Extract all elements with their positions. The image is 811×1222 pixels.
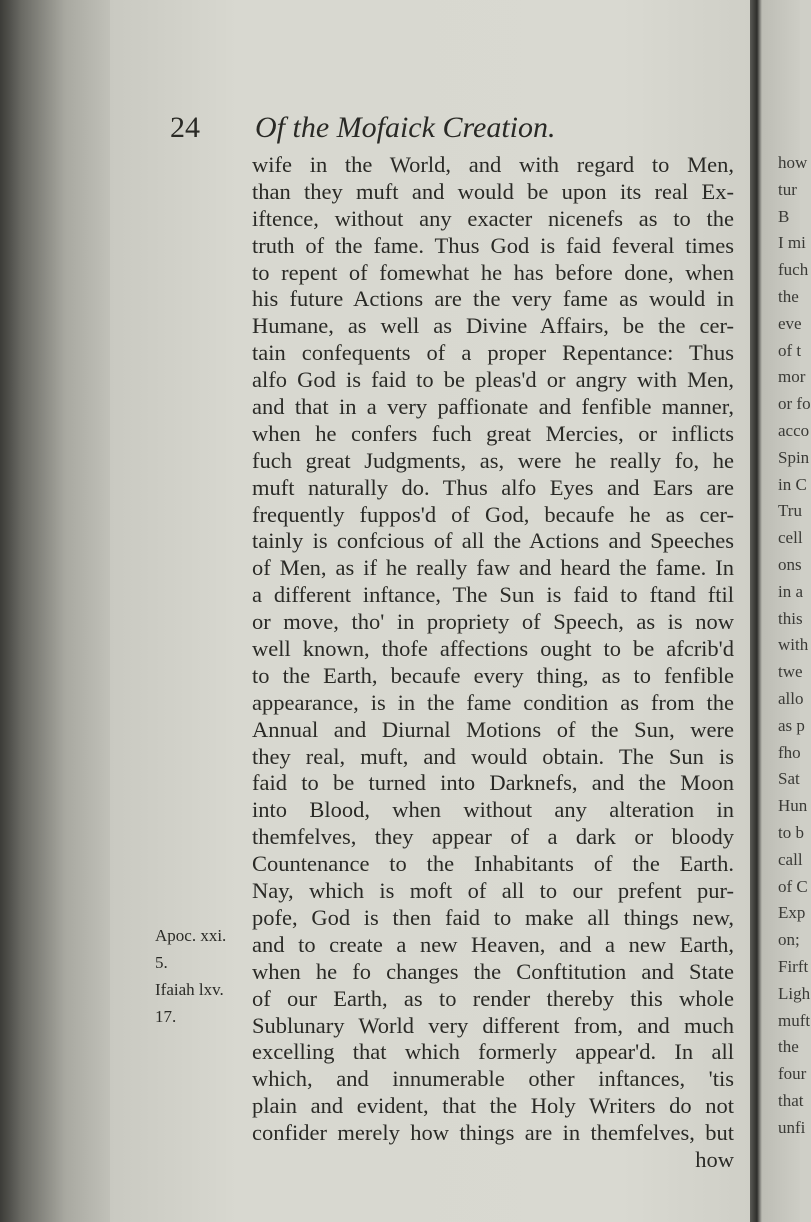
bleed-fragment: with: [778, 635, 809, 655]
bleed-fragment: that: [778, 1090, 804, 1110]
bleed-fragment: the: [778, 1037, 799, 1057]
text-line: confider merely how things are in themfelves, but: [252, 1120, 734, 1146]
margin-note: Apoc. xxi.: [155, 926, 227, 945]
text-line: excelling that which formerly appear'd. In all: [252, 1039, 734, 1065]
text-line: to the Earth, becaufe every thing, as to fenfible: [252, 662, 734, 688]
page-number: 24: [170, 111, 200, 144]
text-line: how: [695, 1146, 734, 1172]
text-line: faid to be turned into Darknefs, and the Moon: [252, 770, 734, 796]
bleed-fragment: Sat: [778, 769, 800, 789]
text-line: appearance, is in the fame condition as from the: [252, 689, 734, 715]
text-line: plain and evident, that the Holy Writers do not: [252, 1093, 734, 1119]
text-line: wife in the World, and with regard to Men,: [252, 152, 734, 177]
bleed-fragment: I mi: [778, 233, 806, 253]
text-line: or move, tho' in propriety of Speech, as is now: [252, 609, 734, 635]
bleed-fragment: Exp: [778, 903, 806, 923]
running-head: Of the Mofaick Creation.: [255, 111, 556, 144]
bleed-fragment: B: [778, 206, 790, 226]
text-line: when he confers fuch great Mercies, or inflicts: [252, 420, 734, 446]
text-line: pofe, God is then faid to make all things new,: [252, 904, 734, 930]
text-line: of our Earth, as to render thereby this whole: [252, 985, 734, 1011]
body-text: [252, 152, 734, 1174]
text-line: Nay, which is moft of all to our prefent pur-: [252, 878, 734, 904]
page-header: [170, 108, 730, 148]
bleed-fragment: tur: [778, 179, 797, 199]
text-line: and to create a new Heaven, and a new Earth,: [252, 931, 734, 957]
bleed-fragment: call: [778, 849, 803, 869]
bleed-fragment: ons: [778, 554, 802, 574]
margin-note: 5.: [155, 953, 168, 972]
bleed-fragment: unfi: [778, 1117, 806, 1137]
text-line: Sublunary World very different from, and much: [252, 1012, 734, 1038]
text-line: Humane, as well as Divine Affairs, be the cer-: [252, 313, 734, 339]
bleed-fragment: the: [778, 286, 799, 306]
bleed-fragment: Hun: [778, 796, 808, 816]
bleed-fragment: four: [778, 1064, 807, 1084]
bleed-fragment: fuch: [778, 260, 809, 280]
text-line: Countenance to the Inhabitants of the Earth.: [252, 851, 734, 877]
book-gutter-left: [0, 0, 120, 1222]
bleed-fragment: fho: [778, 742, 801, 762]
bleed-fragment: how: [778, 153, 808, 172]
bleed-fragment: mor: [778, 367, 806, 387]
bleed-fragment: Tru: [778, 501, 802, 521]
text-line: frequently fuppos'd of God, becaufe he as cer-: [252, 501, 734, 527]
text-line: tainly is confcious of all the Actions and Speeches: [252, 528, 734, 554]
bleed-fragment: of t: [778, 340, 802, 360]
bleed-fragment: in a: [778, 581, 804, 601]
text-line: iftence, without any exacter nicenefs as to the: [252, 205, 734, 231]
bleed-fragment: in C: [778, 474, 807, 494]
bleed-fragment: Ligh: [778, 983, 811, 1003]
text-line: when he fo changes the Conftitution and State: [252, 958, 734, 984]
bleed-fragment: on;: [778, 930, 800, 950]
bleed-fragment: twe: [778, 662, 803, 682]
bleed-fragment: to b: [778, 822, 804, 842]
text-line: and that in a very paffionate and fenfible manner,: [252, 394, 734, 420]
text-line: Annual and Diurnal Motions of the Sun, were: [252, 716, 734, 742]
text-line: than they muft and would be upon its real Ex-: [252, 178, 734, 204]
text-line: tain confequents of a proper Repentance: Thus: [252, 340, 734, 366]
bleed-fragment: acco: [778, 420, 810, 440]
bleed-fragment: muft: [778, 1010, 811, 1030]
bleed-fragment: of C: [778, 876, 808, 896]
text-line: muft naturally do. Thus alfo Eyes and Ears are: [252, 474, 734, 500]
bleed-fragment: this: [778, 608, 803, 628]
bleed-fragment: or fo: [778, 394, 811, 414]
text-line: into Blood, when without any alteration in: [252, 797, 734, 823]
margin-notes: [155, 922, 250, 1030]
bleed-fragment: eve: [778, 313, 802, 333]
bleed-fragment: cell: [778, 528, 803, 548]
text-line: to repent of fomewhat he has before done, when: [252, 259, 734, 285]
text-line: a different inftance, The Sun is faid to ftand ftil: [252, 582, 734, 608]
text-line: truth of the fame. Thus God is faid feveral times: [252, 232, 734, 258]
text-line: themfelves, they appear of a dark or bloody: [252, 824, 734, 850]
text-line: his future Actions are the very fame as would in: [252, 286, 734, 312]
text-line: of Men, as if he really faw and heard the fame. In: [252, 555, 734, 581]
margin-note: 17.: [155, 1007, 177, 1026]
bleed-fragment: as p: [778, 715, 805, 735]
facing-page-bleed: [778, 150, 811, 1141]
bleed-fragment: Spin: [778, 447, 810, 467]
text-line: which, and innumerable other inftances, 'tis: [252, 1066, 734, 1092]
margin-note: Ifaiah lxv.: [155, 980, 224, 999]
bleed-fragment: Firft: [778, 956, 809, 976]
bleed-fragment: allo: [778, 688, 804, 708]
text-line: well known, thofe affections ought to be afcrib'd: [252, 636, 734, 662]
text-line: alfo God is faid to be pleas'd or angry with Men,: [252, 367, 734, 393]
text-line: fuch great Judgments, as, were he really fo, he: [252, 447, 734, 473]
text-line: they real, muft, and would obtain. The Sun is: [252, 743, 734, 769]
